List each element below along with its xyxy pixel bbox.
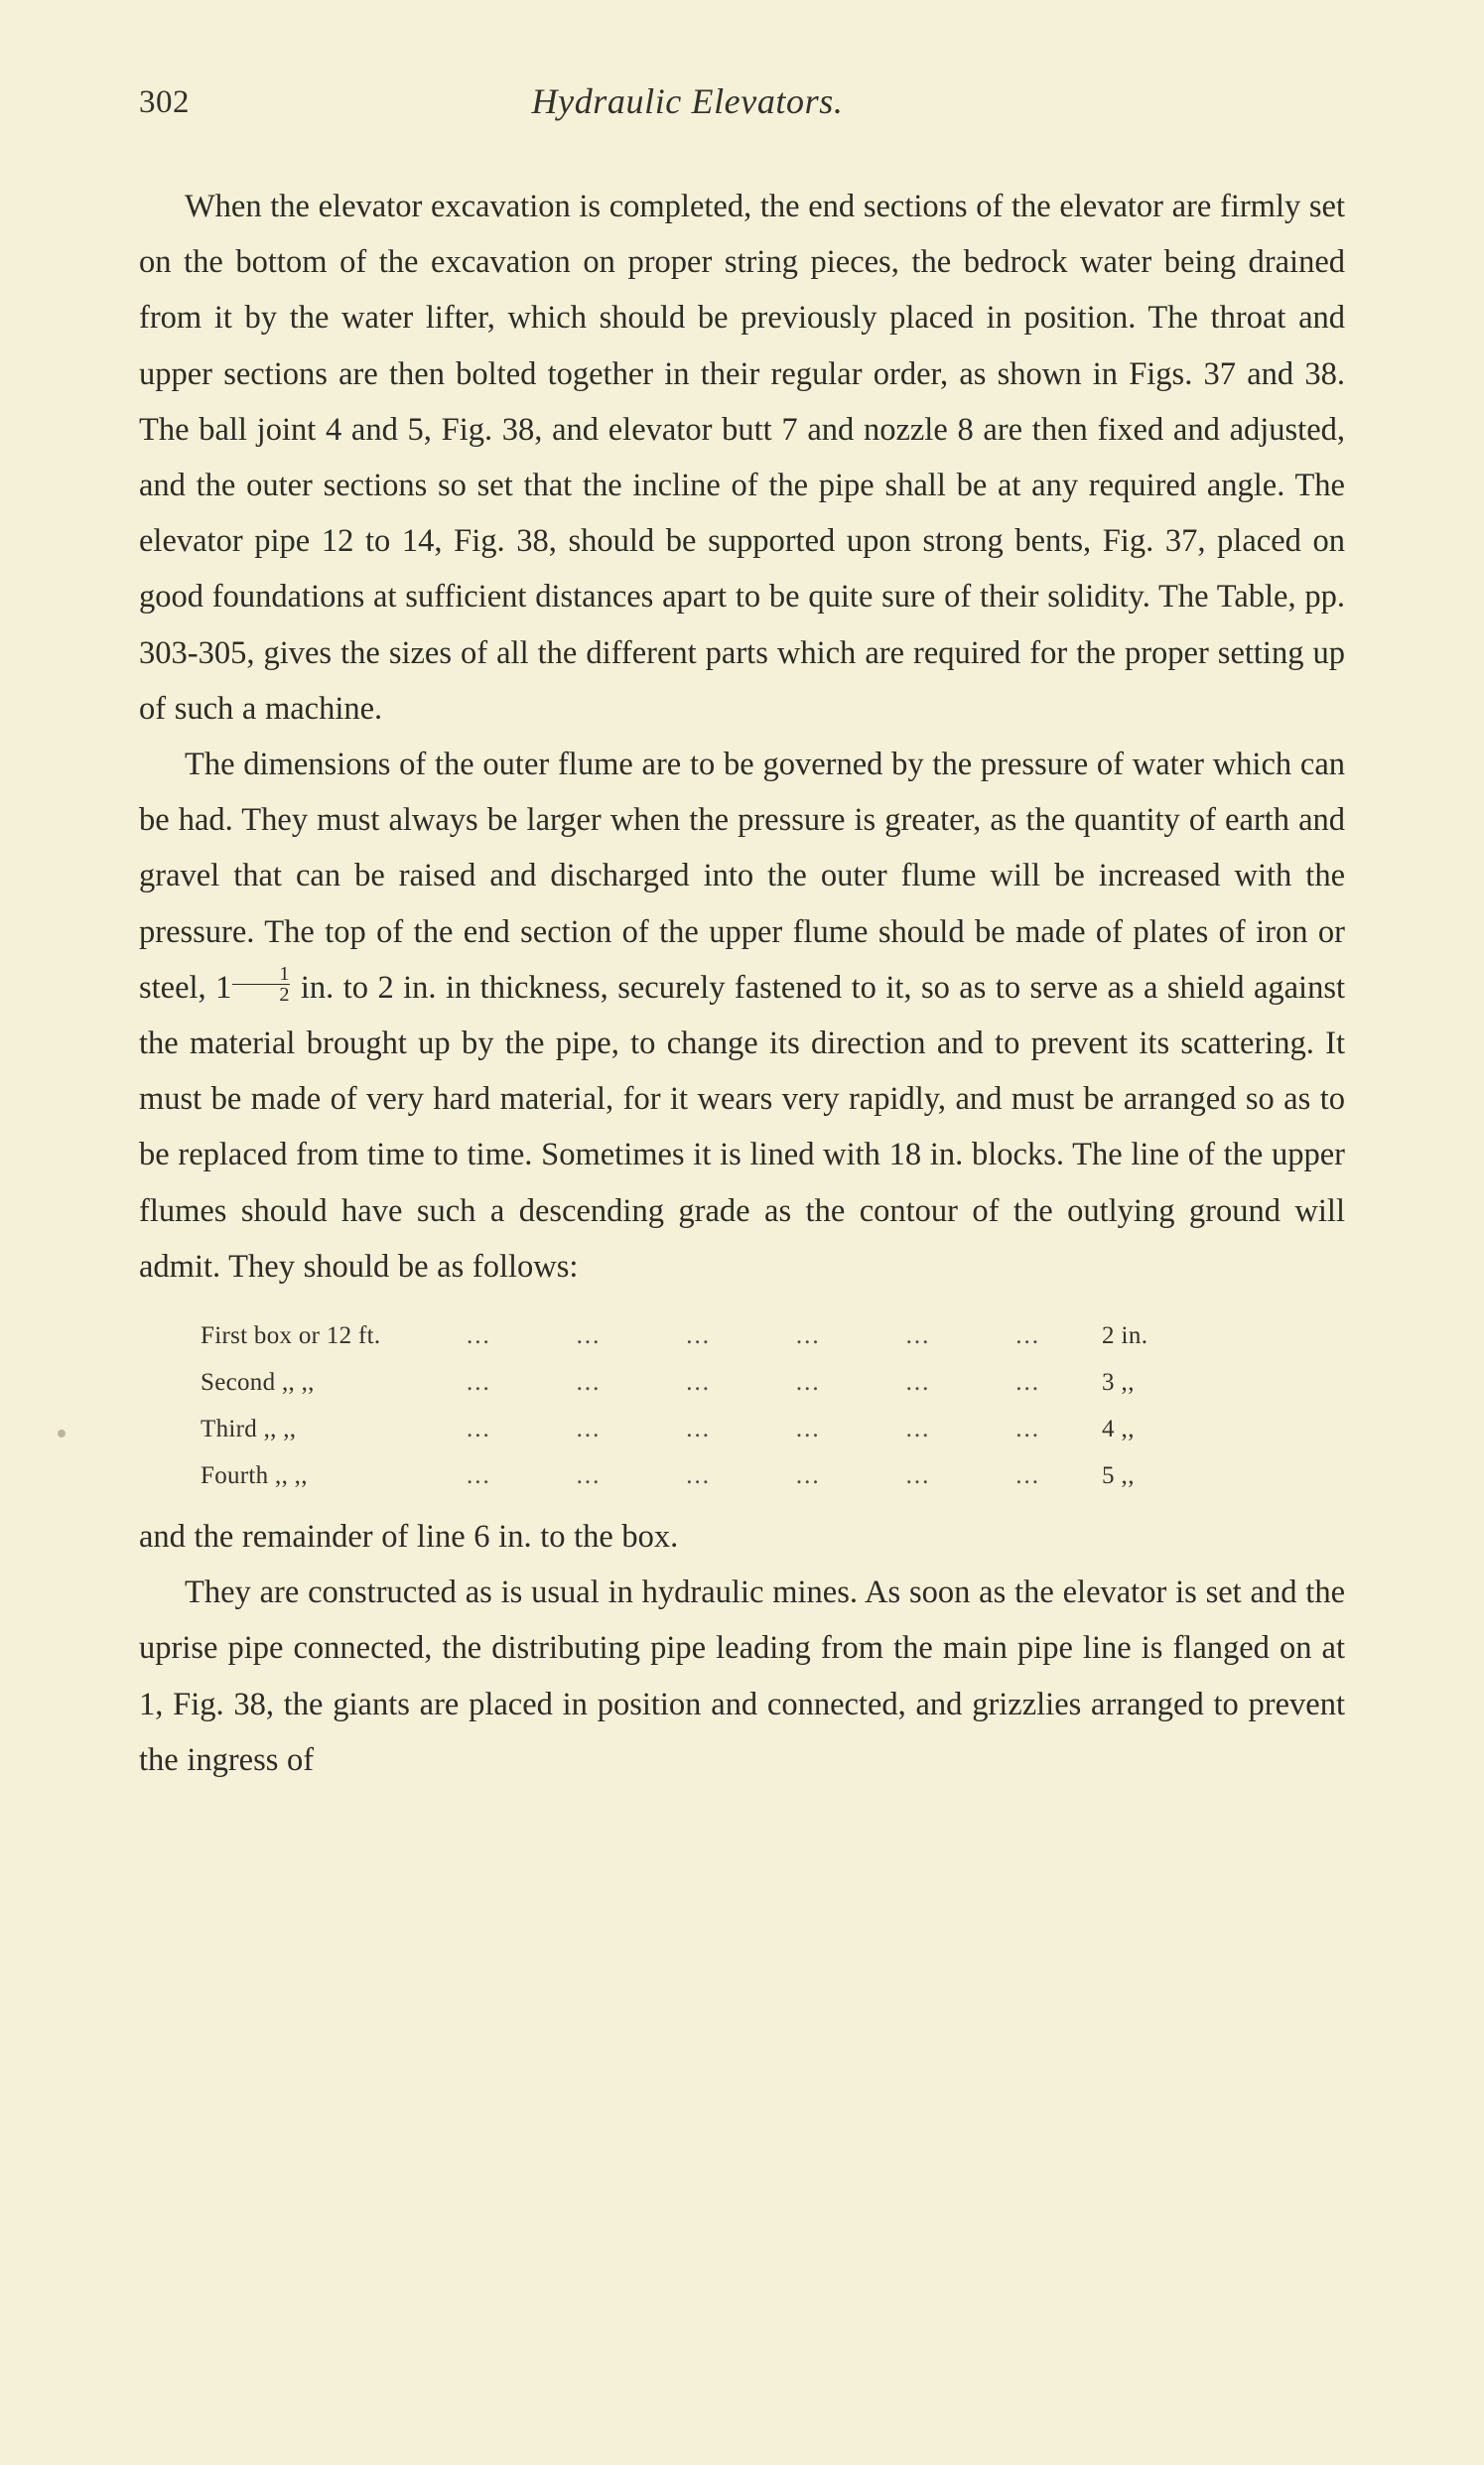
leader-dots <box>457 1359 1064 1406</box>
leader-dot: ... <box>467 1322 491 1350</box>
ink-speck <box>58 1430 66 1438</box>
paragraph-2-part-b: in. to 2 in. in thickness, securely fastened to it, so as to serve as a shield against the material brought up by the pipe, to change its direction and to prevent its scattering. It must be made of very hard material, for it wears very rapidly, and must be arranged so as to be replaced from time to time. Sometimes it is lined with 18 in. blocks. The line of the upper flumes should have such a descending grade as the contour of the outlying ground will admit. They should be as follows: <box>139 969 1346 1285</box>
leader-dot: ... <box>905 1322 931 1350</box>
leader-dot: ... <box>1015 1322 1040 1350</box>
leader-dots <box>457 1312 1064 1359</box>
body-text-column <box>139 179 1345 1788</box>
leader-dot: ... <box>795 1322 821 1350</box>
leader-dot: ... <box>686 1462 712 1490</box>
paragraph-1: When the elevator excavation is completed, the end sections of the elevator are firmly set on the bottom of the excavation on proper string pieces, the bedrock water being drained from it by the water lifter, which should be previously placed in position. The throat and upper sections are then bolted together in their regular order, as shown in Figs. 37 and 38. The ball joint 4 and 5, Fig. 38, and elevator butt 7 and nozzle 8 are then fixed and adjusted, and the outer sections so set that the incline of the pipe shall be at any required angle. The elevator pipe 12 to 14, Fig. 38, should be supported upon strong bents, Fig. 37, placed on good foundations at sufficient distances apart to be quite sure of their solidity. The Table, pp. 303-305, gives the sizes of all the different parts which are required for the proper setting up of such a machine. <box>139 189 1345 727</box>
leader-dot: ... <box>686 1369 712 1397</box>
leader-dot: ... <box>576 1416 602 1443</box>
list-item <box>201 1406 1221 1452</box>
list-item <box>201 1359 1221 1406</box>
leader-dot: ... <box>1015 1462 1040 1490</box>
paragraph-2-part-a: The dimensions of the outer flume are to be governed by the pressure of water which can be had. They must always be larger when the pressure is greater, as the quantity of earth and gravel that can be raised and discharged into the outer flume will be increased with the pressure. The top of the end section of the upper flume should be made of plates of iron or steel, 1 <box>139 747 1345 1006</box>
list-item-label: Third ,, ,, <box>201 1416 297 1443</box>
paragraph-2 <box>139 737 1345 1295</box>
fraction-one-half <box>232 964 290 1005</box>
leader-dot: ... <box>795 1462 821 1490</box>
list-item-label: Second ,, ,, <box>201 1369 315 1397</box>
fraction-denominator: 2 <box>279 983 290 1006</box>
page-number: 302 <box>139 84 190 120</box>
leader-dot: ... <box>576 1369 602 1397</box>
paragraph-3: and the remainder of line 6 in. to the box. <box>139 1519 679 1556</box>
page-header <box>139 81 1345 132</box>
list-item-value: 3 ,, <box>1102 1369 1135 1397</box>
list-item-label: Fourth ,, ,, <box>201 1462 308 1490</box>
leader-dot: ... <box>467 1462 491 1490</box>
list-item-value: 2 in. <box>1102 1322 1148 1350</box>
leader-dot: ... <box>795 1416 821 1443</box>
leader-dot: ... <box>686 1322 712 1350</box>
list-item <box>201 1452 1221 1499</box>
list-item-label: First box or 12 ft. <box>201 1322 381 1350</box>
paragraph-4: They are constructed as is usual in hydraulic mines. As soon as the elevator is set and the uprise pipe connected, the distributing pipe leading from the main pipe line is flanged on at 1, Fig. 38, the giants are placed in position and connected, and grizzlies arranged to prevent the ingress of <box>139 1575 1345 1778</box>
fraction-numerator: 1 <box>232 964 290 985</box>
leader-dot: ... <box>576 1462 602 1490</box>
leader-dot: ... <box>1015 1416 1040 1443</box>
leader-dot: ... <box>686 1416 712 1443</box>
leader-dot: ... <box>467 1416 491 1443</box>
leader-dot: ... <box>905 1369 931 1397</box>
leader-dots <box>457 1452 1064 1499</box>
leader-dot: ... <box>905 1416 931 1443</box>
running-title: Hydraulic Elevators. <box>531 81 844 121</box>
list-item-value: 5 ,, <box>1102 1462 1135 1490</box>
leader-dot: ... <box>576 1322 602 1350</box>
leader-dot: ... <box>1015 1369 1040 1397</box>
list-item <box>201 1312 1221 1359</box>
size-list <box>139 1312 1345 1499</box>
leader-dot: ... <box>467 1369 491 1397</box>
list-item-value: 4 ,, <box>1102 1416 1135 1443</box>
leader-dot: ... <box>905 1462 931 1490</box>
leader-dot: ... <box>795 1369 821 1397</box>
leader-dots <box>457 1406 1064 1452</box>
